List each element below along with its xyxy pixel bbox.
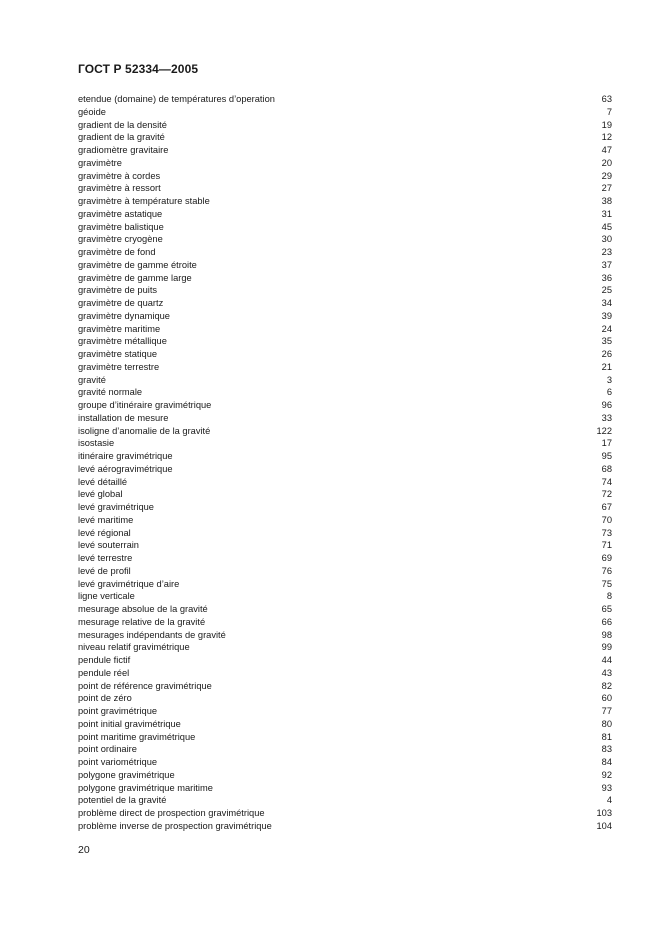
index-page-ref: 17	[601, 438, 612, 449]
index-page-ref: 25	[601, 285, 612, 296]
index-entry	[78, 348, 612, 361]
index-term: pendule réel	[78, 667, 130, 678]
index-entry	[78, 310, 612, 323]
index-term: levé terrestre	[78, 553, 133, 563]
index-page-ref: 12	[601, 132, 612, 143]
index-entry	[78, 820, 612, 833]
index-term: problème inverse de prospection gravimétrique	[78, 820, 272, 831]
index-term: gravimètre cryogène	[78, 234, 163, 245]
index-term: levé global	[78, 489, 123, 500]
index-page-ref: 43	[601, 667, 612, 678]
index-term: gravimètre balistique	[78, 221, 164, 232]
index-term: ligne verticale	[78, 591, 135, 602]
index-term: problème direct de prospection gravimétrique	[78, 808, 265, 818]
index-term: gravimètre de fond	[78, 247, 156, 257]
index-entry	[78, 578, 612, 591]
index-page-ref: 37	[601, 259, 612, 270]
index-term: point ordinaire	[78, 744, 137, 755]
index-entry	[78, 361, 612, 374]
index-entry	[78, 488, 612, 501]
index-entry	[78, 731, 612, 744]
index-page-ref: 45	[601, 221, 612, 232]
index-page-ref: 103	[596, 808, 612, 818]
index-page-ref: 83	[601, 744, 612, 755]
index-list	[78, 93, 612, 833]
index-term: gravimètre de quartz	[78, 298, 164, 308]
index-page-ref: 35	[601, 336, 612, 347]
index-term: géoide	[78, 106, 106, 117]
index-entry	[78, 718, 612, 731]
index-page-ref: 34	[601, 298, 612, 308]
index-page-ref: 82	[601, 680, 612, 691]
index-page-ref: 84	[601, 757, 612, 767]
index-term: levé régional	[78, 527, 131, 538]
index-entry	[78, 144, 612, 157]
index-term: gravimètre de gamme étroite	[78, 259, 197, 270]
index-term: polygone gravimétrique	[78, 769, 175, 780]
index-term: point gravimétrique	[78, 706, 158, 716]
index-entry	[78, 412, 612, 425]
index-page-ref: 4	[606, 795, 612, 806]
index-term: levé aérogravimétrique	[78, 463, 173, 474]
index-page-ref: 27	[601, 183, 612, 194]
index-term: gradient de la densité	[78, 119, 167, 130]
index-entry	[78, 221, 612, 234]
index-entry	[78, 769, 612, 782]
index-term: pendule fictif	[78, 655, 131, 665]
index-entry	[78, 335, 612, 348]
index-entry	[78, 131, 612, 144]
index-page-ref: 47	[601, 145, 612, 155]
index-term: isostasie	[78, 438, 115, 449]
index-term: mesurage relative de la gravité	[78, 616, 206, 627]
index-entry	[78, 680, 612, 693]
index-term: levé détaillé	[78, 476, 128, 487]
index-page-ref: 63	[601, 94, 612, 104]
index-page-ref: 104	[596, 820, 612, 831]
index-page-ref: 44	[601, 655, 612, 665]
index-entry	[78, 514, 612, 527]
index-entry	[78, 794, 612, 807]
index-entry	[78, 106, 612, 119]
index-entry	[78, 756, 612, 769]
index-page-ref: 76	[601, 565, 612, 576]
index-page-ref: 69	[601, 553, 612, 563]
index-entry	[78, 705, 612, 718]
index-term: gravimètre de gamme large	[78, 272, 192, 283]
index-term: gravimètre à ressort	[78, 183, 161, 194]
index-page-ref: 29	[601, 170, 612, 181]
index-term: levé gravimétrique d’aire	[78, 578, 180, 589]
index-entry	[78, 208, 612, 221]
index-entry	[78, 450, 612, 463]
index-term: etendue (domaine) de températures d’operation	[78, 94, 275, 104]
index-term: isoligne d’anomalie de la gravité	[78, 425, 211, 436]
index-entry	[78, 437, 612, 450]
index-term: mesurages indépendants de gravité	[78, 629, 226, 640]
index-page-ref: 3	[606, 374, 612, 385]
index-entry	[78, 272, 612, 285]
index-entry	[78, 590, 612, 603]
index-entry	[78, 246, 612, 259]
index-entry	[78, 629, 612, 642]
index-page-ref: 8	[606, 591, 612, 602]
index-page-ref: 92	[601, 769, 612, 780]
index-entry	[78, 93, 612, 106]
index-page-ref: 80	[601, 718, 612, 729]
index-term: gravimètre maritime	[78, 323, 161, 334]
index-term: levé gravimétrique	[78, 502, 154, 512]
index-page-ref: 36	[601, 272, 612, 283]
index-term: levé souterrain	[78, 540, 139, 551]
index-page-ref: 24	[601, 323, 612, 334]
index-page-ref: 81	[601, 731, 612, 742]
index-entry	[78, 399, 612, 412]
index-entry	[78, 782, 612, 795]
index-entry	[78, 157, 612, 170]
index-entry	[78, 743, 612, 756]
index-entry	[78, 284, 612, 297]
index-page-ref: 20	[601, 157, 612, 168]
index-entry	[78, 476, 612, 489]
index-page-ref: 77	[601, 706, 612, 716]
index-entry	[78, 501, 612, 514]
index-page-ref: 38	[601, 196, 612, 206]
index-term: point maritime gravimétrique	[78, 731, 196, 742]
index-term: potentiel de la gravité	[78, 795, 167, 806]
index-entry	[78, 195, 612, 208]
index-page-ref: 96	[601, 400, 612, 410]
index-entry	[78, 374, 612, 387]
index-term: point initial gravimétrique	[78, 718, 181, 729]
document-header: ГОСТ Р 52334—2005	[78, 62, 199, 76]
index-page-ref: 30	[601, 234, 612, 245]
index-page-ref: 93	[601, 782, 612, 793]
index-term: polygone gravimétrique maritime	[78, 782, 213, 793]
index-term: gravité	[78, 374, 106, 385]
index-page-ref: 21	[601, 361, 612, 372]
index-term: gradient de la gravité	[78, 132, 165, 143]
index-term: itinéraire gravimétrique	[78, 451, 173, 461]
index-entry	[78, 463, 612, 476]
index-page-ref: 74	[601, 476, 612, 487]
index-page-ref: 98	[601, 629, 612, 640]
index-term: gravimètre	[78, 157, 122, 168]
index-page-ref: 23	[601, 247, 612, 257]
index-page-ref: 67	[601, 502, 612, 512]
index-entry	[78, 807, 612, 820]
index-page-ref: 122	[596, 425, 612, 436]
index-entry	[78, 616, 612, 629]
index-entry	[78, 182, 612, 195]
index-term: gravimètre statique	[78, 349, 158, 359]
index-entry	[78, 641, 612, 654]
index-term: installation de mesure	[78, 412, 169, 423]
index-term: niveau relatif gravimétrique	[78, 642, 190, 653]
index-page-ref: 73	[601, 527, 612, 538]
index-term: gradiomètre gravitaire	[78, 145, 169, 155]
index-term: point de zéro	[78, 693, 132, 704]
index-page-ref: 19	[601, 119, 612, 130]
index-term: mesurage absolue de la gravité	[78, 604, 208, 614]
index-entry	[78, 386, 612, 399]
index-entry	[78, 323, 612, 336]
index-page-ref: 66	[601, 616, 612, 627]
index-page-ref: 75	[601, 578, 612, 589]
index-entry	[78, 552, 612, 565]
index-term: gravimètre métallique	[78, 336, 167, 347]
index-term: gravimètre de puits	[78, 285, 158, 296]
index-term: levé maritime	[78, 514, 134, 525]
index-term: point de référence gravimétrique	[78, 680, 212, 691]
index-page-ref: 26	[601, 349, 612, 359]
index-page-ref: 68	[601, 463, 612, 474]
index-page-ref: 7	[606, 106, 612, 117]
index-entry	[78, 667, 612, 680]
index-entry	[78, 539, 612, 552]
index-term: groupe d’itinéraire gravimétrique	[78, 400, 212, 410]
index-page-ref: 95	[601, 451, 612, 461]
index-term: levé de profil	[78, 565, 131, 576]
index-term: gravimètre terrestre	[78, 361, 160, 372]
index-entry	[78, 654, 612, 667]
index-page-ref: 65	[601, 604, 612, 614]
index-page-ref: 70	[601, 514, 612, 525]
index-entry	[78, 170, 612, 183]
page-number: 20	[78, 844, 90, 856]
index-entry	[78, 527, 612, 540]
index-term: gravimètre à température stable	[78, 196, 210, 206]
index-term: gravimètre à cordes	[78, 170, 161, 181]
index-page-ref: 39	[601, 310, 612, 321]
index-entry	[78, 119, 612, 132]
index-term: gravimètre astatique	[78, 208, 163, 219]
index-term: point variométrique	[78, 757, 158, 767]
index-page-ref: 31	[601, 208, 612, 219]
index-page-ref: 72	[601, 489, 612, 500]
index-term: gravimètre dynamique	[78, 310, 170, 321]
index-page-ref: 60	[601, 693, 612, 704]
index-entry	[78, 259, 612, 272]
index-page-ref: 33	[601, 412, 612, 423]
index-page-ref: 99	[601, 642, 612, 653]
index-entry	[78, 692, 612, 705]
index-entry	[78, 603, 612, 616]
index-entry	[78, 425, 612, 438]
index-page-ref: 6	[606, 387, 612, 398]
index-entry	[78, 565, 612, 578]
index-page-ref: 71	[601, 540, 612, 551]
index-term: gravité normale	[78, 387, 143, 398]
index-entry	[78, 233, 612, 246]
index-entry	[78, 297, 612, 310]
